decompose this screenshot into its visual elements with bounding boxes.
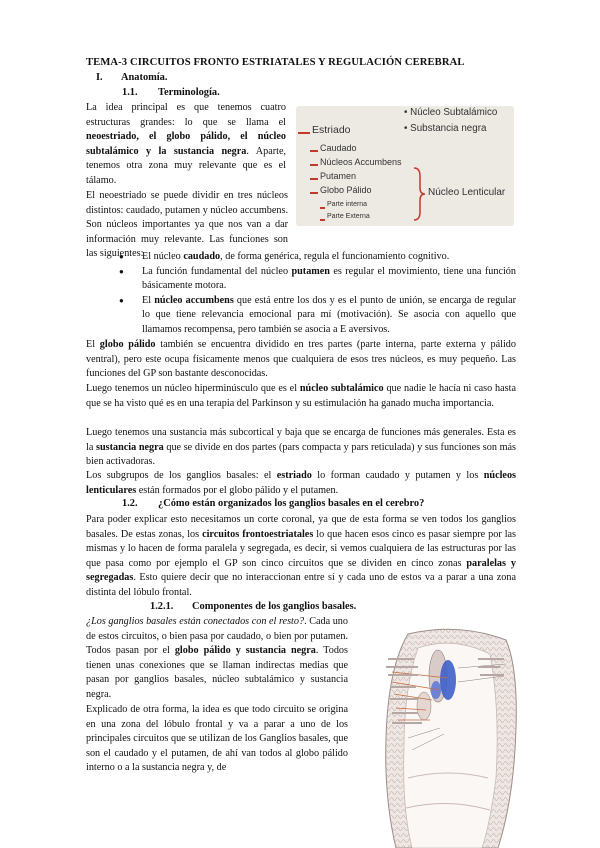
paragraph-corte-coronal <box>86 513 516 601</box>
bold-run: núcleo accumbens <box>154 294 234 306</box>
list-item <box>110 265 516 294</box>
text-run: que se divide en dos partes (pars compacta y pars reticulada) y sus funciones son más bien activadoras. <box>86 441 516 468</box>
document-title: TEMA-3 CIRCUITOS FRONTO ESTRIATALES Y REGULACIÓN CEREBRAL <box>86 57 465 68</box>
bold-run: núcleo subtalámico <box>299 383 384 394</box>
list-item <box>110 294 516 338</box>
text-run: . Esto quiere decir que no interaccionan entre sí y cada uno de estos va a parar a una zona distinta del lóbulo frontal. <box>86 572 516 598</box>
heading-label: Componentes de los ganglios basales. <box>192 601 357 612</box>
text-run: que nadie le hacía ni caso hasta que se ha visto qué es en una terapia del Parkinson y su estimulación ha ganado mucha importancia. <box>86 383 516 409</box>
heading-label: Terminología. <box>158 87 220 98</box>
paragraph-subtalamico <box>86 382 516 411</box>
red-bullet-icon <box>310 178 318 180</box>
list-item <box>110 250 516 265</box>
text-run: . Aparte, tenemos otra zona muy relevante que es el tálamo. <box>86 145 287 186</box>
text-run: La idea principal es que tenemos cuatro estructuras grandes: lo que se llama el <box>86 102 286 128</box>
heading-number: 1.2.1. <box>150 601 174 612</box>
text-run: El <box>86 339 100 350</box>
text-run: lo que hacen esos cinco es pasar siempre por las mismas y lo hacen de forma paralela y segregada, es decir, si vemos cualquiera de las estructuras por las que pasa como por ejemplo el GP son cinco circuitos que se dividen en cinco zonas <box>86 528 517 569</box>
text-run: , de forma genérica, regula el funcionamiento cognitivo. <box>220 251 450 262</box>
text-run: El neoestriado se puede dividir en tres núcleos distintos: caudado, putamen y núcleo accumbens. Son núcleos importantes ya que nos van a dar información muy relevante. Las funciones son las siguientes: <box>86 190 288 260</box>
paragraph-explicacion <box>86 703 348 776</box>
figure-label-subtalamico: Núcleo Subtalámico <box>410 107 498 118</box>
bold-run: paralelas y segregadas <box>86 557 516 584</box>
red-bullet-icon <box>298 132 310 134</box>
text-run: están formados por el globo pálido y el putamen. <box>136 484 339 496</box>
red-bullet-icon <box>310 192 318 194</box>
figure-bullet: • Núcleo Subtalámico <box>404 107 498 118</box>
text-run: . Cada uno de estos circuitos, o bien pasa por caudado, o bien por putamen. Todos pasan por el <box>86 616 348 657</box>
heading-anatomia <box>96 72 167 83</box>
paragraph-subgrupos <box>86 469 516 498</box>
figure-label-nucleo-lenticular: Núcleo Lenticular <box>428 187 506 198</box>
text-run: . Todos tienen unas conexiones que se llaman indirectas medias que pasan por ganglios basales, núcleo subtalámico y sustancia negra. <box>86 645 348 700</box>
paragraph-conexiones <box>86 615 348 703</box>
text-run: Luego tenemos una sustancia más subcortical y baja que se encarga de funciones más generales. Esta es la <box>86 427 516 453</box>
figure-label-caudado: Caudado <box>320 143 357 153</box>
heading-organizacion <box>122 498 424 509</box>
figure-label-estriado: Estriado <box>312 124 351 136</box>
heading-number: 1.2. <box>122 498 138 509</box>
figure-label-parte-externa: Parte Externa <box>327 213 370 220</box>
figure-label-accumbens: Núcleos Accumbens <box>320 157 402 167</box>
text-run: que está entre los dos y es el punto de unión, se encarga de regular lo que tiene relevancia emocional para mí (motivación). Se asocia con aquello que llamamos recompensa, pero también se asocia a E aversivos. <box>142 294 516 335</box>
heading-componentes <box>150 601 356 612</box>
basal-ganglia-terminology-figure <box>296 106 514 226</box>
bold-run: núcleos lenticulares <box>86 470 516 496</box>
bold-run: globo pálido y sustancia negra <box>174 645 316 657</box>
text-run: lo forman caudado y putamen y los <box>311 470 484 481</box>
figure-bullet: • Substancia negra <box>404 123 487 134</box>
curly-brace-icon <box>412 166 426 222</box>
paragraph-intro <box>86 101 286 189</box>
text-run: El <box>142 294 155 306</box>
red-bullet-icon <box>320 219 325 221</box>
bold-run: putamen <box>291 265 330 277</box>
figure-label-putamen: Putamen <box>320 171 357 181</box>
paragraph-globo-palido <box>86 338 516 382</box>
red-bullet-icon <box>310 150 318 152</box>
bold-run: caudado <box>183 251 221 262</box>
heading-number: I. <box>96 72 103 83</box>
red-bullet-icon <box>320 207 325 209</box>
red-bullet-icon <box>310 164 318 166</box>
bold-run: globo pálido <box>99 339 156 350</box>
italic-run: ¿Los ganglios basales están conectados con el resto? <box>86 616 305 627</box>
text-run: es regular el movimiento, tiene una función básicamente motora. <box>142 265 516 292</box>
text-run: también se encuentra dividido en tres partes (parte interna, parte externa y pálido ventral), pero este ocupa físicamente menos que cualquiera de esos tres núcleos, es muy pequeño. Las funciones del GP son bastante desconocidas. <box>86 339 516 380</box>
heading-label: ¿Cómo están organizados los ganglios basales en el cerebro? <box>158 498 425 509</box>
heading-terminologia <box>122 87 220 98</box>
heading-label: Anatomía. <box>121 72 168 83</box>
figure-label-sustancia-negra: Substancia negra <box>410 123 487 134</box>
heading-number: 1.1. <box>122 87 138 98</box>
text-run: Para poder explicar esto necesitamos un corte coronal, ya que de esta forma se ven todos los ganglios basales. De estas zonas, los <box>86 514 516 540</box>
coronal-brain-section-figure <box>378 628 518 848</box>
bold-run: circuitos frontoestriatales <box>202 528 314 540</box>
functions-list <box>110 250 516 338</box>
bold-run: estriado <box>276 470 312 481</box>
brain-section-illustration <box>378 628 518 848</box>
bold-run: sustancia negra <box>96 441 164 453</box>
figure-label-globo-palido: Globo Pálido <box>320 185 372 195</box>
text-run: El núcleo <box>142 251 184 262</box>
figure-label-parte-interna: Parte interna <box>327 201 368 208</box>
text-run: Los subgrupos de los ganglios basales: el <box>86 470 277 481</box>
text-run: La función fundamental del núcleo <box>142 265 292 277</box>
text-run: Explicado de otra forma, la idea es que todo circuito se origina en una zona del lóbulo frontal y va a parar a uno de los principales circuitos que se utilizan de los Ganglios basales, que son el caudado y el putamen, de ahí van todos al globo pálido interno o a la sustancia negra y, de <box>86 704 348 774</box>
paragraph-sustancia-negra <box>86 426 516 470</box>
bold-run: neoestriado, el globo pálido, el núcleo subtalámico y la sustancia negra <box>86 131 286 157</box>
text-run: Luego tenemos un núcleo hiperminúsculo que es el <box>86 383 300 394</box>
